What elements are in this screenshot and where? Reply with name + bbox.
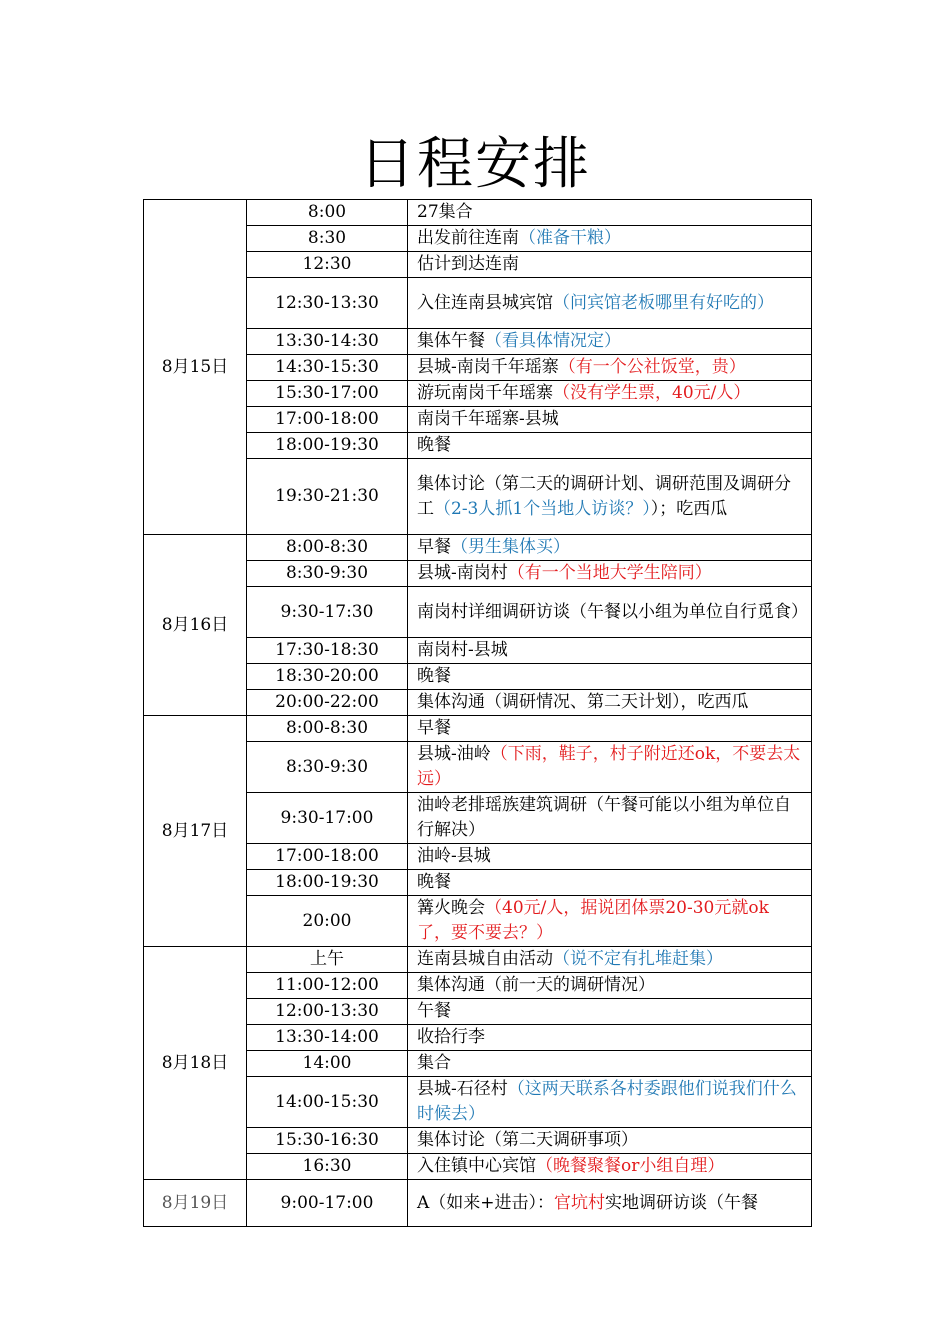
activity-cell [408,1077,812,1128]
schedule-row [144,200,812,226]
activity-cell [408,638,812,664]
day-date: 8月19日 [144,1180,247,1227]
page-title: 日程安排 [359,132,591,197]
time-cell: 14:00 [247,1051,408,1077]
activity-text: 晚餐 [417,435,451,455]
activity-cell [408,459,812,535]
activity-text: 游玩南岗千年瑶寨 [417,383,553,403]
activity-text: 早餐 [417,537,451,557]
time-cell: 17:30-18:30 [247,638,408,664]
activity-note: （这两天联系各村委跟他们说我们什么时候去） [417,1079,797,1124]
activity-note: （有一个当地大学生陪同） [507,563,712,583]
activity-cell [408,226,812,252]
time-cell: 13:30-14:00 [247,1025,408,1051]
activity-note: （问宾馆老板哪里有好吃的） [553,292,774,313]
activity-text: 集体讨论（第二天的调研计划、调研范围及调研分工 [417,473,791,519]
activity-text: 晚餐 [417,872,451,892]
time-cell: 16:30 [247,1154,408,1180]
activity-text: 集体沟通（调研情况、第二天计划），吃西瓜 [417,692,749,712]
time-cell: 上午 [247,947,408,973]
time-cell: 9:30-17:00 [247,793,408,844]
activity-text: 油岭老排瑶族建筑调研（午餐可能以小组为单位自行解决） [417,795,791,840]
activity-note: 官坑村 [554,1192,606,1213]
activity-cell [408,947,812,973]
activity-text: 油岭-县城 [417,846,491,866]
time-cell: 8:00-8:30 [247,716,408,742]
activity-text: 县城-南岗村 [417,563,508,583]
activity-cell [408,407,812,433]
time-cell: 12:30-13:30 [247,278,408,329]
schedule-row [144,535,812,561]
time-cell: 14:00-15:30 [247,1077,408,1128]
activity-cell [408,896,812,947]
activity-cell [408,664,812,690]
activity-cell [408,278,812,329]
activity-text: 集合 [417,1053,451,1073]
activity-note: （有一个公社饭堂，贵） [558,357,746,377]
activity-text: 实地调研访谈（午餐 [605,1192,759,1213]
activity-text: 南岗村-县城 [417,640,508,660]
activity-note: （男生集体买） [451,537,570,557]
time-cell: 9:30-17:30 [247,587,408,638]
activity-cell [408,716,812,742]
activity-cell [408,433,812,459]
activity-cell [408,1025,812,1051]
activity-note: （40元/人，据说团体票20-30元就ok了，要不要去？） [417,898,769,943]
activity-cell [408,999,812,1025]
activity-note: （下雨，鞋子，村子附近还ok，不要去太远） [417,744,801,789]
schedule-row [144,716,812,742]
activity-cell [408,1051,812,1077]
activity-text: 篝火晚会 [417,898,485,918]
activity-text: 县城-石径村 [417,1079,508,1099]
activity-cell [408,329,812,355]
activity-text: 县城-南岗千年瑶寨 [417,357,559,377]
activity-cell [408,1180,812,1227]
activity-note: （说不定有扎堆赶集） [553,949,723,969]
activity-cell [408,742,812,793]
time-cell: 18:30-20:00 [247,664,408,690]
activity-text: 入住镇中心宾馆 [417,1156,536,1176]
activity-cell [408,200,812,226]
activity-cell [408,1154,812,1180]
activity-cell [408,973,812,999]
activity-cell [408,355,812,381]
schedule-row [144,1180,812,1227]
activity-note: （晚餐聚餐or小组自理） [536,1156,725,1176]
activity-text: 县城-油岭 [417,744,491,764]
time-cell: 18:00-19:30 [247,433,408,459]
activity-note: （准备干粮） [519,228,621,248]
activity-text: 估计到达连南 [417,254,519,274]
activity-text: A（如来+进击）： [417,1192,555,1213]
schedule-table [143,199,812,1227]
activity-cell [408,381,812,407]
activity-text: 集体沟通（前一天的调研情况） [417,975,655,995]
time-cell: 8:30 [247,226,408,252]
activity-cell [408,587,812,638]
day-date: 8月16日 [144,535,247,716]
activity-note: （2-3人抓1个当地人访谈？） [434,498,651,519]
time-cell: 9:00-17:00 [247,1180,408,1227]
time-cell: 8:30-9:30 [247,561,408,587]
time-cell: 20:00-22:00 [247,690,408,716]
activity-cell [408,252,812,278]
time-cell: 15:30-16:30 [247,1128,408,1154]
activity-text: 收拾行李 [417,1027,485,1047]
activity-text: 出发前往连南 [417,228,519,248]
activity-note: （没有学生票，40元/人） [553,383,751,403]
time-cell: 18:00-19:30 [247,870,408,896]
time-cell: 13:30-14:30 [247,329,408,355]
time-cell: 12:30 [247,252,408,278]
time-cell: 12:00-13:30 [247,999,408,1025]
activity-text: 晚餐 [417,666,451,686]
time-cell: 11:00-12:00 [247,973,408,999]
activity-note: （看具体情况定） [485,331,621,351]
time-cell: 17:00-18:00 [247,407,408,433]
activity-text: 南岗千年瑶寨-县城 [417,409,559,429]
activity-cell [408,690,812,716]
activity-text: 集体讨论（第二天调研事项） [417,1130,638,1150]
day-date: 8月15日 [144,200,247,535]
time-cell: 17:00-18:00 [247,844,408,870]
time-cell: 19:30-21:30 [247,459,408,535]
activity-text: 午餐 [417,1001,451,1021]
activity-text: 南岗村详细调研访谈（午餐以小组为单位自行觅食） [417,601,808,622]
activity-cell [408,561,812,587]
time-cell: 8:00-8:30 [247,535,408,561]
activity-cell [408,1128,812,1154]
day-date: 8月17日 [144,716,247,947]
activity-text: 27集合 [417,202,473,222]
time-cell: 8:30-9:30 [247,742,408,793]
activity-cell [408,870,812,896]
schedule-row [144,947,812,973]
activity-text: 连南县城自由活动 [417,949,553,969]
activity-text: 入住连南县城宾馆 [417,292,553,313]
activity-cell [408,793,812,844]
activity-cell [408,535,812,561]
activity-text: ）；吃西瓜 [650,498,728,519]
time-cell: 14:30-15:30 [247,355,408,381]
activity-text: 集体午餐 [417,331,485,351]
time-cell: 20:00 [247,896,408,947]
activity-text: 早餐 [417,718,451,738]
activity-cell [408,844,812,870]
time-cell: 8:00 [247,200,408,226]
day-date: 8月18日 [144,947,247,1180]
time-cell: 15:30-17:00 [247,381,408,407]
